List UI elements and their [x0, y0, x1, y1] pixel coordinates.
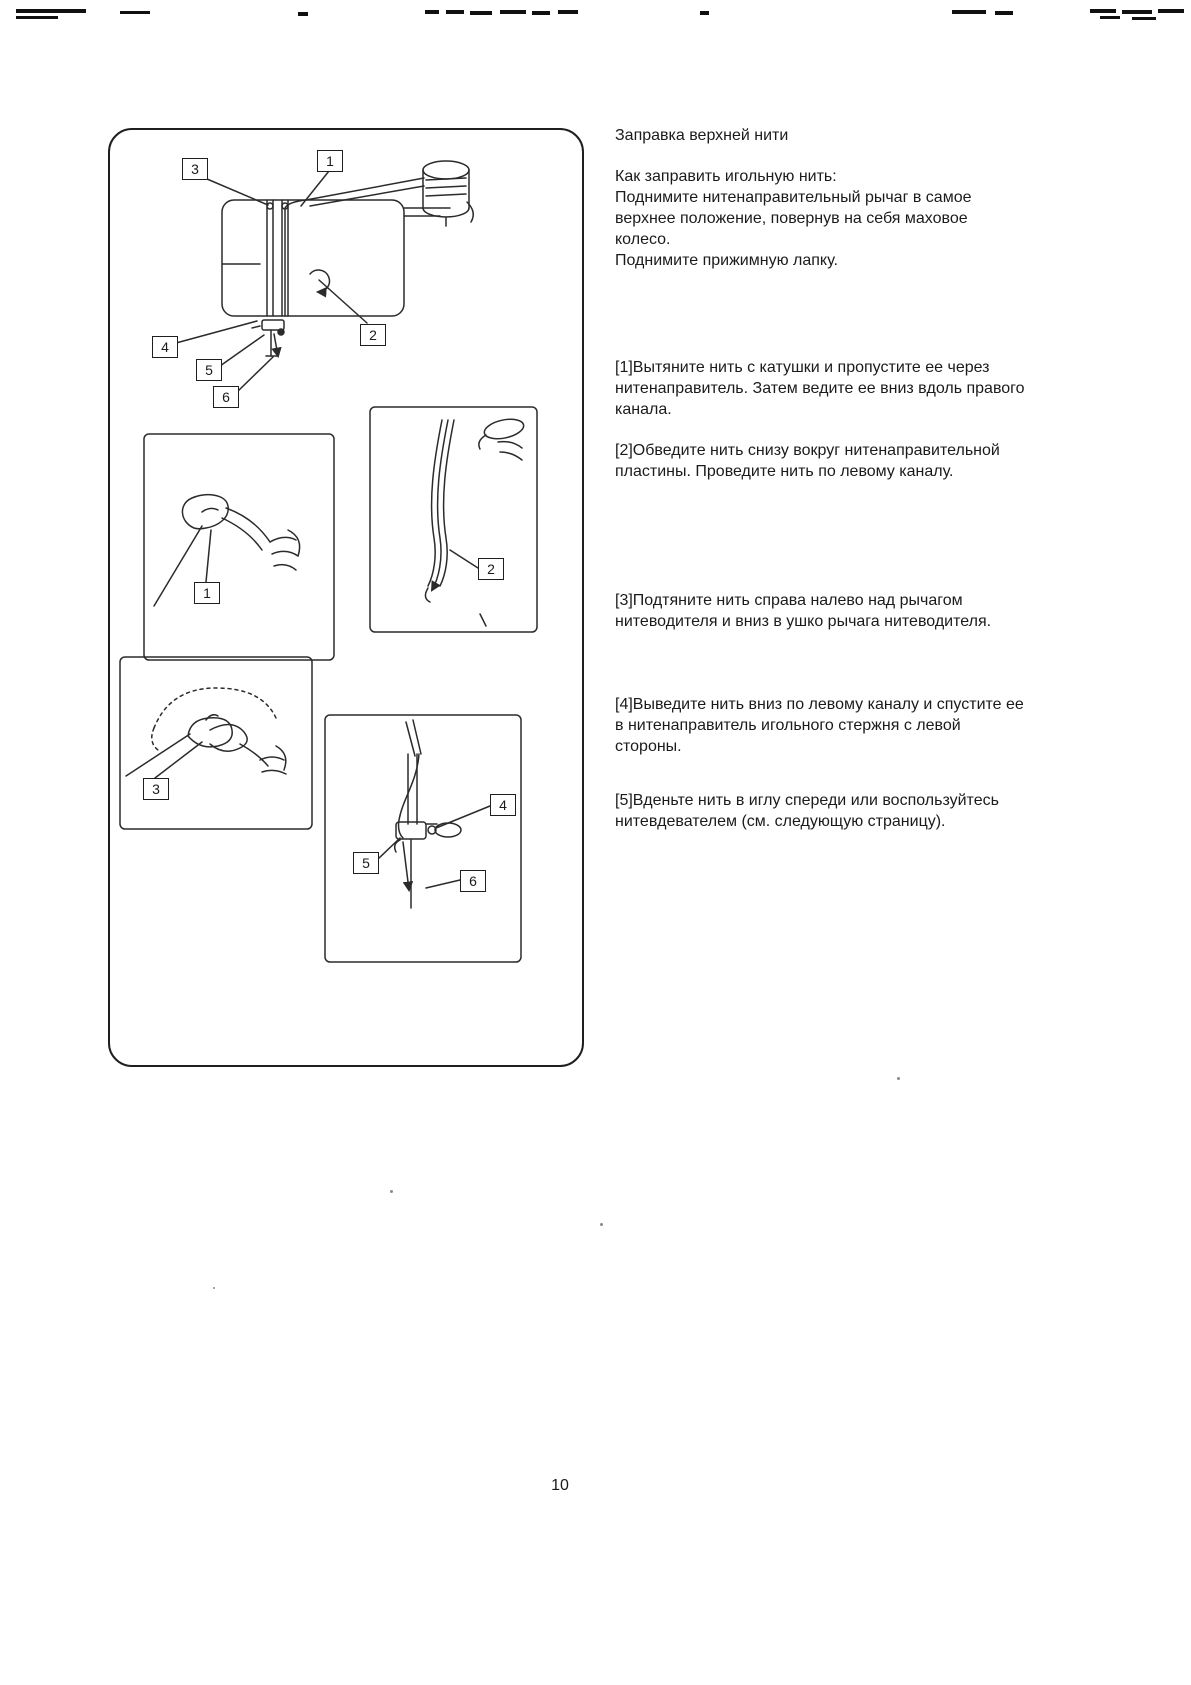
callout-6-detail: 6	[460, 870, 486, 892]
scan-artifact	[1100, 16, 1120, 19]
callout-5-detail: 5	[353, 852, 379, 874]
callout-1-detail: 1	[194, 582, 220, 604]
scan-artifact	[1122, 10, 1152, 14]
intro-text-2: Поднимите прижимную лапку.	[615, 252, 838, 269]
scan-artifact	[952, 10, 986, 14]
scan-speck	[600, 1223, 603, 1226]
diagram-lines	[110, 130, 582, 1065]
scan-artifact	[470, 11, 492, 15]
main-machine-drawing	[176, 161, 473, 392]
scan-artifact	[1158, 9, 1184, 13]
scan-artifact	[16, 9, 86, 13]
scan-artifact	[425, 10, 439, 14]
callout-4-detail: 4	[490, 794, 516, 816]
scan-speck	[390, 1190, 393, 1193]
scan-speck	[897, 1077, 900, 1080]
scan-artifact	[120, 11, 150, 14]
callout-4-main: 4	[152, 336, 178, 358]
scan-artifact	[700, 11, 709, 15]
step-paragraph-3: [3]Подтяните нить справа налево над рычагом нитеводителя и вниз в ушко рычага нитеводителя.	[615, 592, 992, 630]
step-paragraph-2: [2]Обведите нить снизу вокруг нитенаправительной пластины. Проведите нить по левому каналу.	[615, 442, 1000, 480]
callout-1-main: 1	[317, 150, 343, 172]
scan-artifact	[532, 11, 550, 15]
scan-artifact	[298, 12, 308, 16]
scan-artifact	[500, 10, 526, 14]
scan-artifact	[558, 10, 578, 14]
step-paragraph-5: [5]Вденьте нить в иглу спереди или воспользуйтесь нитевдевателем (см. следующую страницу).	[615, 792, 999, 830]
figure-panel	[108, 128, 584, 1067]
step-paragraph-1: [1]Вытяните нить с катушки и пропустите ее через нитенаправитель. Затем ведите ее вниз вдоль правого канала.	[615, 359, 1025, 418]
detail-1-drawing	[144, 434, 334, 660]
step-paragraph-4: [4]Выведите нить вниз по левому каналу и спустите ее в нитенаправитель игольного стержня с левой стороны.	[615, 696, 1024, 755]
intro-text-1: Поднимите нитенаправительный рычаг в самое верхнее положение, повернув на себя маховое колесо.	[615, 189, 972, 248]
scan-artifact	[1090, 9, 1116, 13]
detail-4-drawing	[325, 715, 521, 962]
callout-6-main: 6	[213, 386, 239, 408]
intro-heading: Как заправить игольную нить:	[615, 168, 837, 185]
callout-3-detail: 3	[143, 778, 169, 800]
scan-artifact	[995, 11, 1013, 15]
scan-artifact	[16, 16, 58, 19]
callout-2-detail: 2	[478, 558, 504, 580]
detail-3-drawing	[120, 657, 312, 829]
scan-speck	[213, 1287, 215, 1289]
scan-artifact	[1132, 17, 1156, 20]
callout-3-main: 3	[182, 158, 208, 180]
callout-2-main: 2	[360, 324, 386, 346]
callout-5-main: 5	[196, 359, 222, 381]
page-title: Заправка верхней нити	[615, 127, 789, 144]
intro-block	[615, 166, 1025, 271]
scan-artifact	[446, 10, 464, 14]
detail-2-drawing	[370, 407, 537, 632]
page-number: 10	[551, 1477, 569, 1494]
